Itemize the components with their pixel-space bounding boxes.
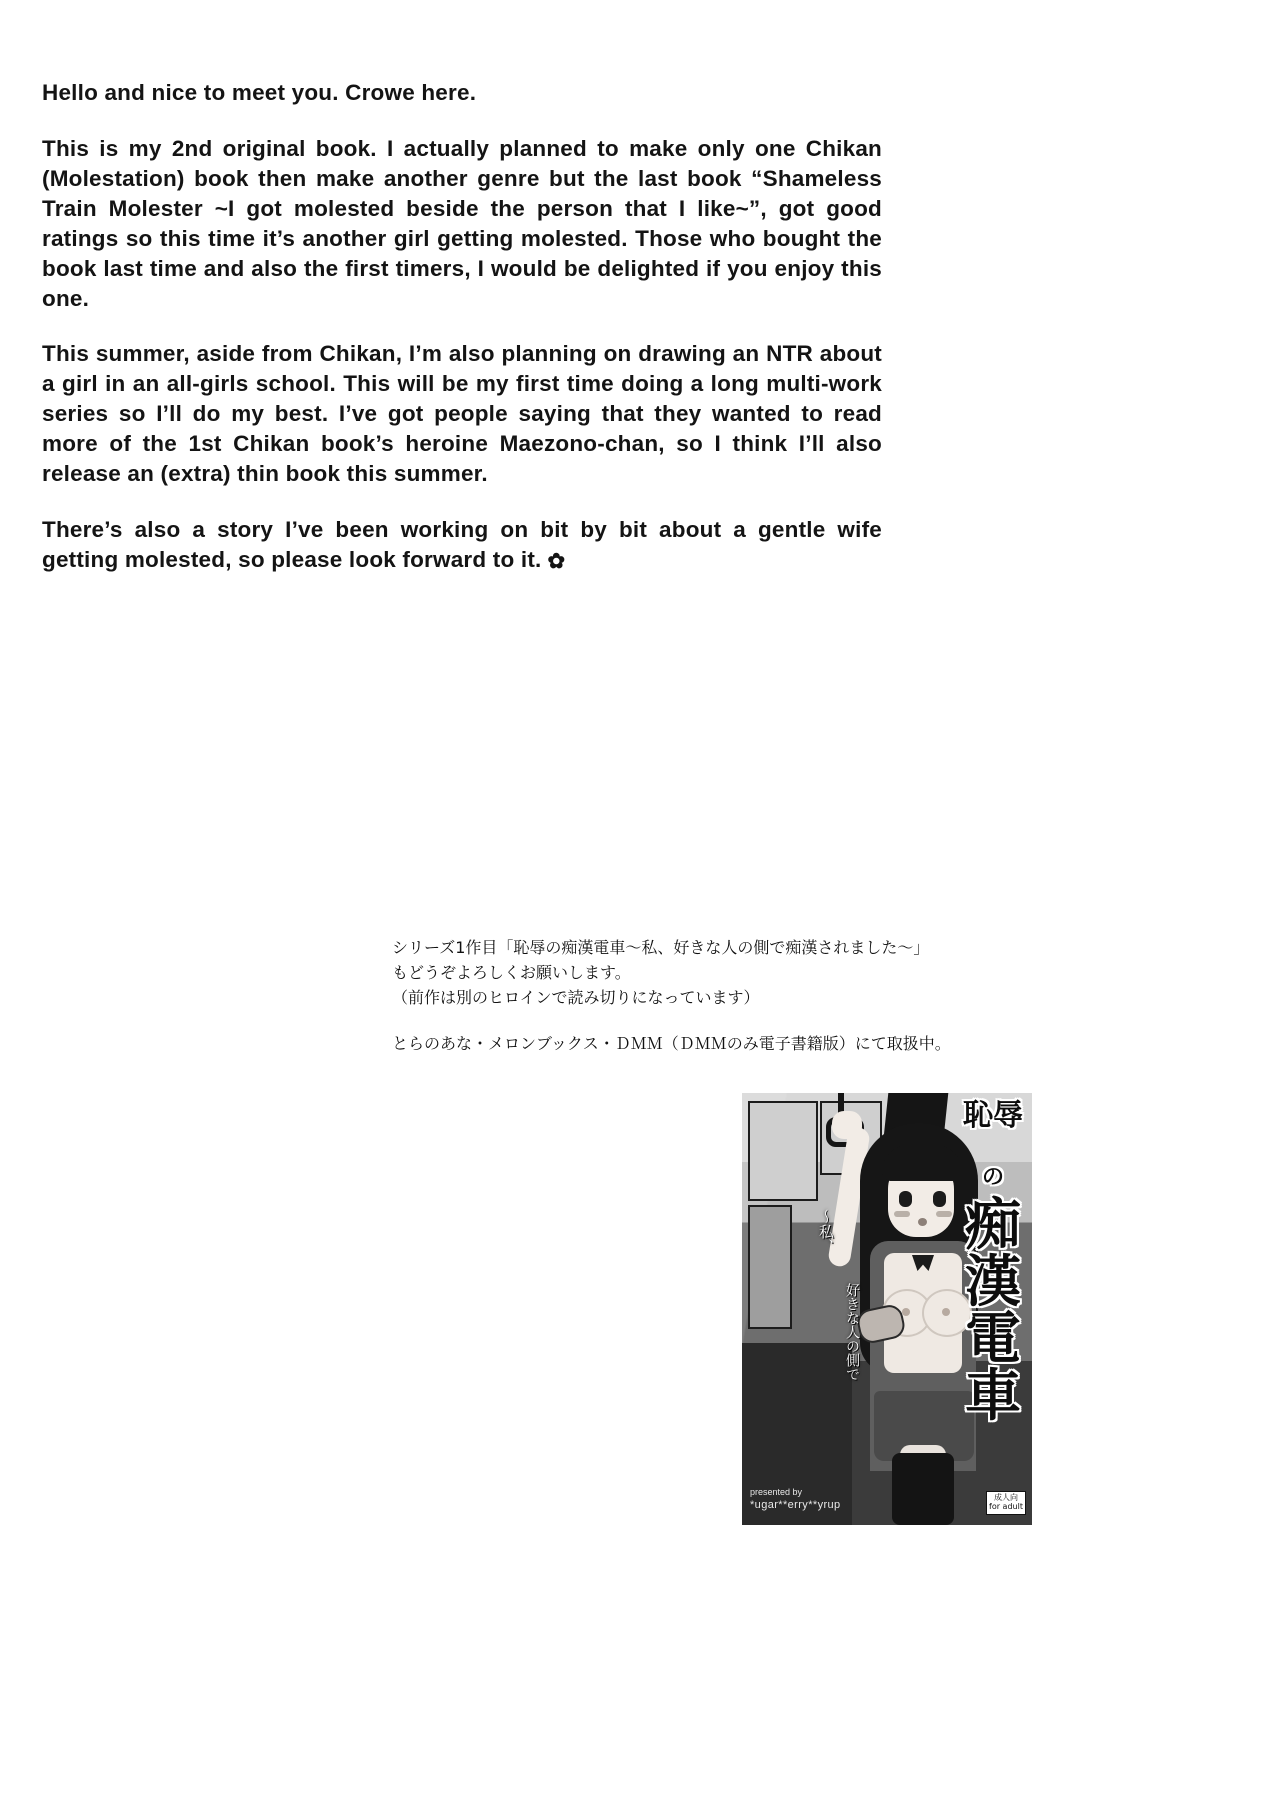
cover-title-main: 痴漢電車 <box>965 1193 1021 1430</box>
age-badge-line-2: for adult <box>989 1501 1023 1511</box>
character-chest-detail-left <box>902 1308 910 1316</box>
character-blush-left <box>894 1211 910 1217</box>
jp-note-line-3: （前作は別のヒロインで読み切りになっています） <box>392 987 760 1007</box>
afterword-paragraph-4 <box>42 515 882 575</box>
character-bangs <box>882 1145 962 1181</box>
age-badge-line-1: 成人向 <box>994 1493 1018 1502</box>
japanese-note-block <box>392 936 1092 1057</box>
character-legs <box>892 1453 954 1525</box>
cover-credit-line-2: *ugar**erry**yrup <box>750 1499 841 1512</box>
flower-ornament-icon: ✿ <box>547 549 566 573</box>
jp-note-line-4: とらのあな・メロンブックス・ＤＭＭ（ＤＭＭのみ電子書籍版）にて取扱中。 <box>392 1034 951 1054</box>
cover-background-panel-1 <box>748 1101 818 1201</box>
character-chest-detail-right <box>942 1308 950 1316</box>
character-eye-right <box>933 1191 946 1207</box>
age-rating-badge <box>986 1491 1026 1515</box>
afterword-paragraph-1: Hello and nice to meet you. Crowe here. <box>42 80 477 105</box>
afterword-text-block <box>42 78 882 575</box>
cover-title-band <box>954 1093 1032 1525</box>
afterword-paragraph-3: This summer, aside from Chikan, I’m also planning on drawing an NTR about a girl in an all-girls school. This will be my first time doing a long multi-work series so I’ll do my best. I’ve got people saying that they wanted to read more of the 1st Chikan book’s heroine Maezono-chan, so I think I’ll also release an (extra) thin book this summer. <box>42 341 882 487</box>
character-mouth <box>918 1218 927 1226</box>
afterword-paragraph-2: This is my 2nd original book. I actually planned to make only one Chikan (Molestation) book then make another genre but the last book “Shameless Train Molester ~I got molested beside the person that I like~”, got good ratings so this time it’s another girl getting molested. Those who bought the book last time and also the first timers, I would be delighted if you enjoy this one. <box>42 135 882 311</box>
afterword-paragraph-4-text: There’s also a story I’ve been working on bit by bit about a gentle wife getting molested, so please look forward to it. <box>42 517 882 572</box>
cover-background-panel-3 <box>748 1205 792 1329</box>
jp-note-spacer <box>392 1010 1092 1032</box>
jp-note-line-2: もどうぞよろしくお願いします。 <box>392 962 631 982</box>
cover-subtitle-right: 〜私、 <box>817 1209 835 1254</box>
previous-book-cover-thumbnail <box>742 1093 1032 1525</box>
jp-note-line-1: シリーズ1作目「恥辱の痴漢電車〜私、好きな人の側で痴漢されました〜」 <box>392 938 930 957</box>
cover-credit <box>750 1486 841 1513</box>
cover-title-top: 恥辱 <box>963 1098 1023 1133</box>
cover-credit-line-1: presented by <box>750 1487 803 1498</box>
cover-title-particle: の <box>981 1165 1004 1190</box>
character-eye-left <box>899 1191 912 1207</box>
cover-subtitle-left: 好きな人の側で <box>844 1283 860 1381</box>
character-blush-right <box>936 1211 952 1217</box>
